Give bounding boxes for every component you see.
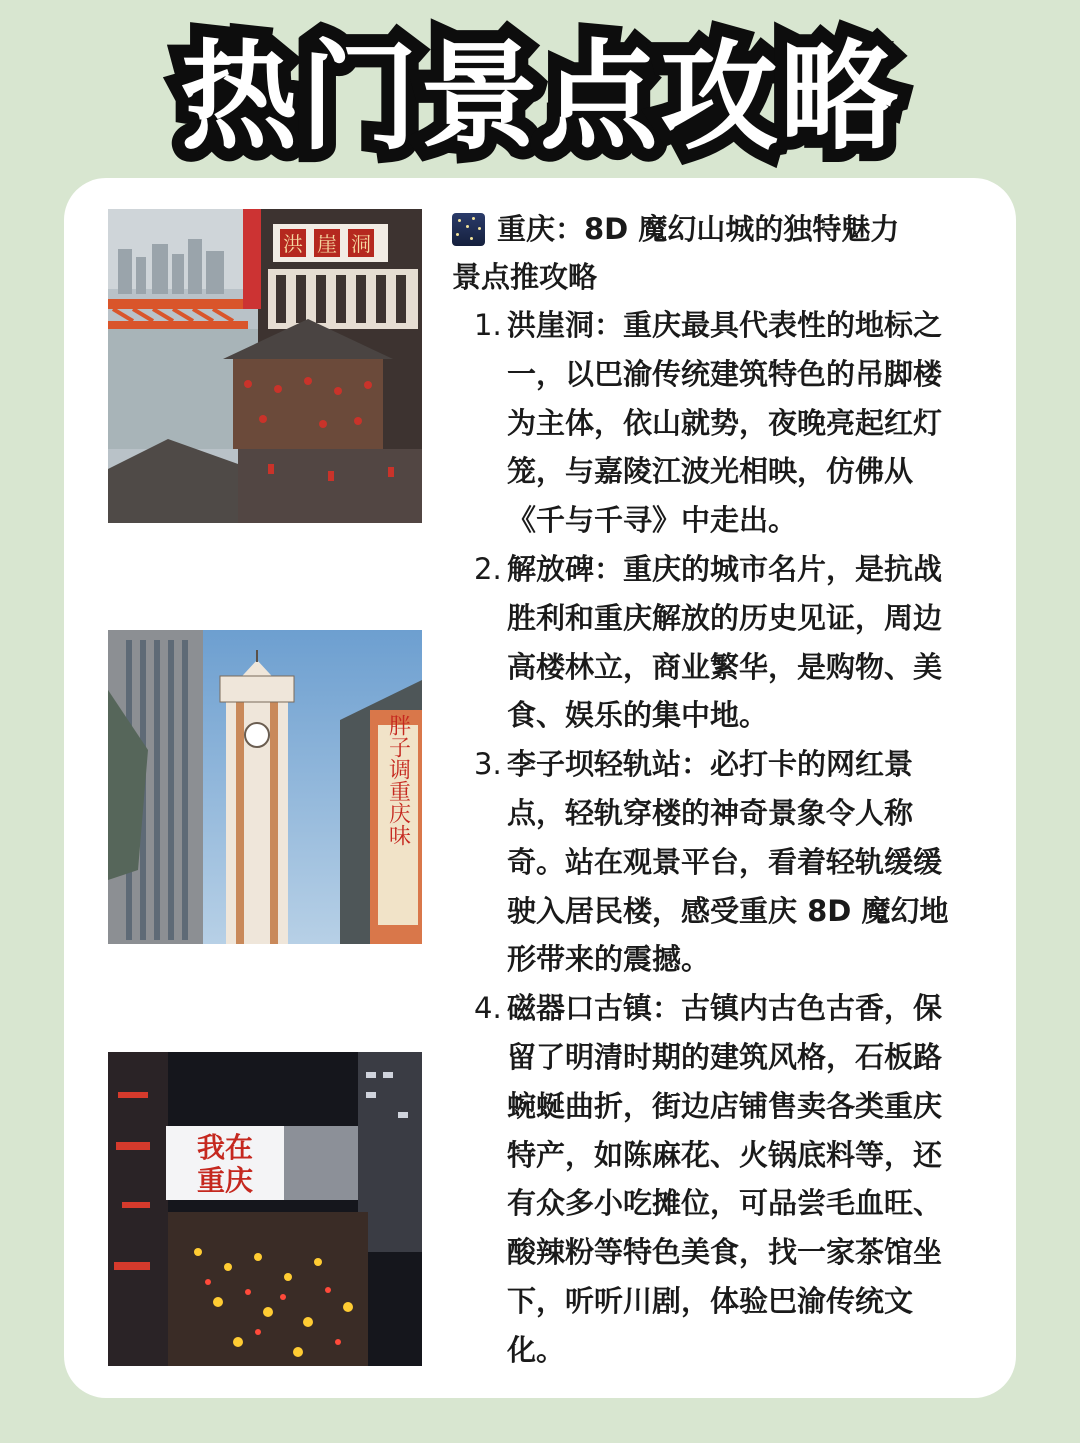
hongyadong-sign-char: 洞 bbox=[351, 232, 371, 256]
list-item-text: 李子坝轻轨站：必打卡的网红景点，轻轨穿楼的神奇景象令人称奇。站在观景平台，看着轻轨缓缓驶入居民楼，感受重庆 8D 魔幻地形带来的震撼。 bbox=[507, 747, 949, 977]
section-heading bbox=[452, 205, 972, 253]
list-item bbox=[452, 545, 962, 740]
section-heading-text: 重庆：8D 魔幻山城的独特魅力 bbox=[497, 212, 900, 246]
hongyadong-sign-char: 崖 bbox=[317, 232, 337, 256]
attractions-list bbox=[452, 301, 972, 1375]
list-item bbox=[452, 740, 962, 984]
list-item bbox=[452, 984, 962, 1374]
banner-sign-line2: 重庆 bbox=[196, 1164, 254, 1197]
list-item-number: 4. bbox=[474, 991, 502, 1026]
sub-heading: 景点推攻略 bbox=[452, 260, 598, 294]
city-night-icon bbox=[452, 213, 485, 246]
night-street-photo bbox=[108, 1052, 422, 1366]
list-item-number: 3. bbox=[474, 747, 502, 782]
list-item bbox=[452, 301, 962, 545]
banner-sign-line1: 我在 bbox=[196, 1131, 254, 1164]
hongyadong-sign-char: 洪 bbox=[283, 232, 303, 256]
page-title: 热门景点攻略 bbox=[179, 28, 900, 166]
jiefangbei-photo bbox=[108, 630, 422, 944]
list-item-text: 洪崖洞：重庆最具代表性的地标之一，以巴渝传统建筑特色的吊脚楼为主体，依山就势，夜晚亮起红灯笼，与嘉陵江波光相映，仿佛从《千与千寻》中走出。 bbox=[507, 308, 943, 538]
list-item-text: 解放碑：重庆的城市名片，是抗战胜利和重庆解放的历史见证，周边高楼林立，商业繁华，是购物、美食、娱乐的集中地。 bbox=[507, 551, 943, 733]
hongyadong-photo bbox=[108, 209, 422, 523]
list-item-number: 1. bbox=[474, 308, 502, 342]
restaurant-sign: 胖子调重庆味 bbox=[385, 714, 411, 846]
list-item-text: 磁器口古镇：古镇内古色古香，保留了明清时期的建筑风格，石板路蜿蜒曲折，街边店铺售卖各类重庆特产，如陈麻花、火锅底料等，还有众多小吃摊位，可品尝毛血旺、酸辣粉等特色美食，找一家茶馆坐下，听听川剧，体验巴渝传统文化。 bbox=[507, 991, 943, 1367]
attractions-text bbox=[452, 205, 972, 1375]
list-item-number: 2. bbox=[474, 551, 502, 586]
